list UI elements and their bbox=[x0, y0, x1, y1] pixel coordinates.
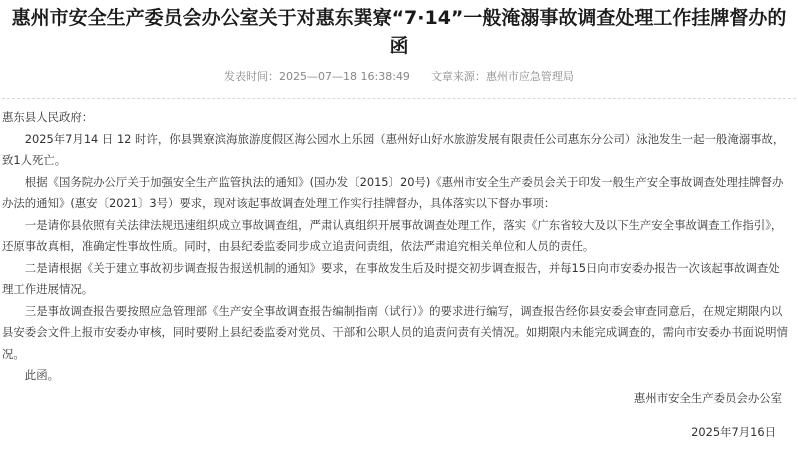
signature-date: 2025年7月16日 bbox=[691, 424, 776, 439]
article-meta bbox=[0, 69, 798, 85]
paragraph-item-two: 二是请根据《关于建立事故初步调查报告报送机制的通知》要求，在事故发生后及时提交初步调查报告，并每15日向市安委办报告一次该起事故调查处理工作进展情况。 bbox=[2, 260, 780, 296]
header-divider bbox=[2, 98, 796, 99]
document-title bbox=[0, 0, 798, 60]
paragraph-item-three: 三是事故调查报告要按照应急管理部《生产安全事故调查报告编制指南（试行）》的要求进行编写，调查报告经你县安委会审查同意后，在规定期限内以县安委会文件上报市安委办审核，同时要附上县纪委监委对党员、干部和公职人员的追责问责有关情况。如期限内未能完成调查的，需向市安委办书面说明情况。 bbox=[2, 303, 788, 361]
document-title-line1: 惠州市安全生产委员会办公室关于对惠东巽寮“7·14”一般淹溺事故调查处理工作挂牌督办的 bbox=[11, 7, 787, 29]
paragraph-incident: 2025年7月14 日 12 时许，你县巽寮滨海旅游度假区海公园水上乐园（惠州好山好水旅游发展有限责任公司惠东分公司）泳池发生一起一般淹溺事故，致1人死亡。 bbox=[2, 131, 785, 167]
paragraph-closing: 此函。 bbox=[24, 368, 59, 382]
publish-time: 2025—07—18 16:38:49 bbox=[279, 70, 410, 83]
paragraph-basis: 根据《国务院办公厅关于加强安全生产监管执法的通知》(国办发〔2015〕20号)《惠州市安全生产委员会关于印发一般生产安全事故调查处理挂牌督办办法的通知》(惠安〔2021〕3号）要求，现对该起事故调查处理工作实行挂牌督办，具体落实以下督办事项： bbox=[2, 174, 784, 210]
document-body bbox=[2, 107, 790, 387]
signature-agency: 惠州市安全生产委员会办公室 bbox=[633, 391, 782, 405]
signature-block bbox=[634, 388, 782, 443]
document-title-line2: 函 bbox=[389, 35, 409, 57]
source-label: 文章来源： bbox=[430, 70, 486, 83]
salutation: 惠东县人民政府： bbox=[2, 110, 94, 124]
article-source: 惠州市应急管理局 bbox=[485, 70, 574, 83]
paragraph-item-one: 一是请你县依照有关法律法规迅速组织成立事故调查组，严肃认真组织开展事故调查处理工作，落实《广东省较大及以下生产安全事故调查工作指引》，还原事故真相，准确定性事故性质。同时，由县纪委监委同步成立追责问责组，依法严肃追究相关单位和人员的责任。 bbox=[2, 217, 783, 253]
publish-time-label: 发表时间： bbox=[224, 70, 280, 83]
